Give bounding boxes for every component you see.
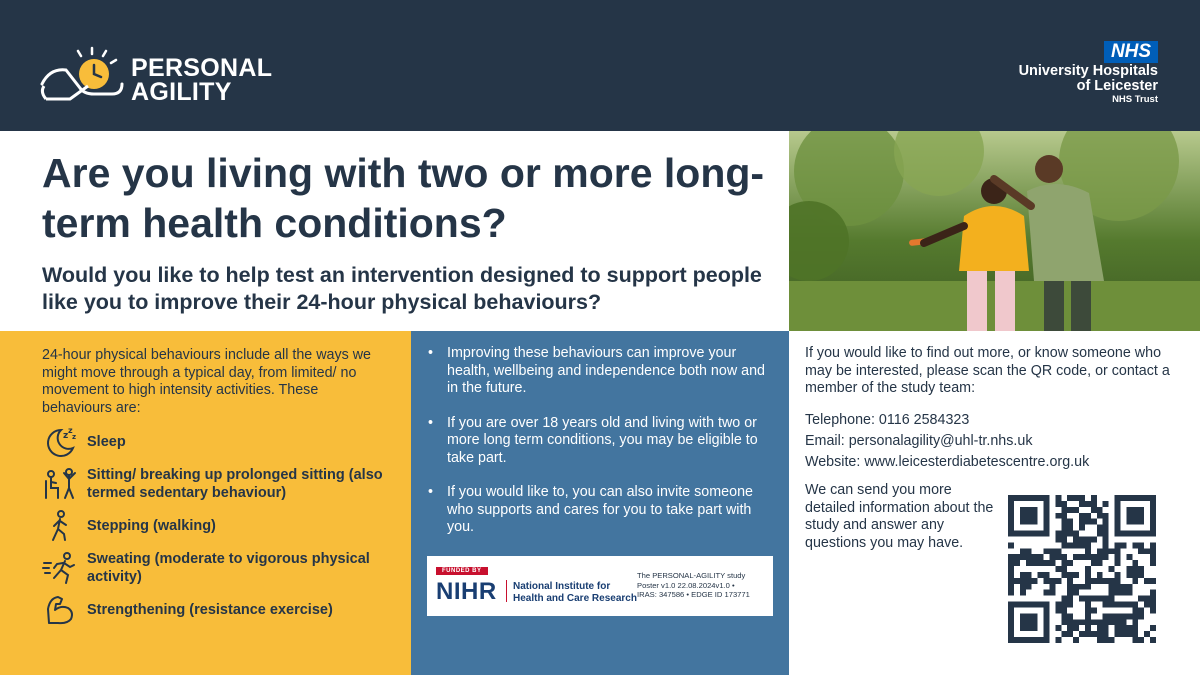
nihr-name: [513, 581, 637, 604]
page-title: Are you living with two or more long-term health conditions?: [42, 150, 765, 246]
sleep-icon: [42, 423, 78, 461]
brand-line-2: AGILITY: [131, 78, 232, 106]
park-frisbee-image-icon: [789, 131, 1200, 331]
svg-text:z: z: [72, 433, 77, 441]
contact-more-info: We can send you more detailed information about the study and answer any questions you may have.: [805, 482, 994, 551]
contact-intro: If you would like to find out more, or know someone who may be interested, please scan the QR code, or contact a member of the study team:: [805, 345, 1170, 396]
contact-telephone[interactable]: Telephone: 0116 2584323: [805, 411, 970, 428]
trust-line-3: NHS Trust: [1112, 94, 1158, 105]
behaviours-intro: 24-hour physical behaviours include all the ways we might move through a typical day, from limited/ no movement to high intensity activities. These behaviours are:: [42, 347, 372, 416]
study-info-line-1: The PERSONAL-AGILITY study: [637, 571, 746, 580]
running-icon: [42, 549, 78, 587]
study-info: [637, 571, 750, 600]
nihr-name-line-1: National Institute for: [513, 581, 611, 592]
svg-text:z: z: [68, 426, 73, 435]
nhs-logo: NHS: [1104, 41, 1158, 63]
behaviour-label: Sleep: [87, 434, 126, 450]
header-bar: [0, 0, 1200, 131]
behaviour-label: Strengthening (resistance exercise): [87, 602, 333, 618]
contact-email[interactable]: Email: personalagility@uhl-tr.nhs.uk: [805, 432, 1033, 449]
behaviours-panel: [0, 331, 411, 675]
hero-photo: [789, 131, 1200, 331]
info-bullet: • If you would like to, you can also invite someone who supports and cares for you to take part with you.: [427, 484, 771, 537]
trust-name: [1019, 64, 1158, 106]
contact-website[interactable]: Website: www.leicesterdiabetescentre.org.uk: [805, 453, 1090, 470]
behaviour-label: Sitting/ breaking up prolonged sitting (also termed sedentary behaviour): [87, 467, 383, 501]
personal-agility-logo-icon: [40, 44, 130, 106]
behaviour-item: [42, 465, 391, 503]
study-info-line-3: IRAS: 347586 • EDGE ID 173771: [637, 590, 750, 600]
nihr-logo: NIHR: [436, 578, 497, 605]
sitting-icon: [42, 465, 78, 503]
info-panel: [411, 331, 789, 675]
behaviour-label: Sweating (moderate to vigorous physical activity): [87, 551, 370, 585]
brand-line-1: PERSONAL: [131, 54, 273, 82]
funded-by-label: FUNDED BY: [436, 567, 488, 575]
info-bullet: • Improving these behaviours can improve your health, wellbeing and independence both now and in the future.: [427, 345, 771, 398]
svg-text:z: z: [63, 431, 69, 441]
behaviour-item: [42, 549, 391, 587]
trust-line-2: of Leicester: [1076, 78, 1158, 94]
muscle-icon: [42, 591, 78, 629]
behaviour-label: Stepping (walking): [87, 518, 216, 534]
contact-panel: [789, 331, 1200, 675]
study-info-line-2: Poster v1.0 22.08.2024v1.0 •: [637, 580, 735, 590]
walking-icon: [42, 507, 78, 545]
behaviour-item: [42, 423, 391, 461]
behaviour-item: [42, 507, 391, 545]
trust-line-1: University Hospitals: [1018, 63, 1158, 79]
page-subtitle: Would you like to help test an intervention designed to support people like you to improve their 24-hour physical behaviours?: [42, 263, 762, 314]
nihr-name-line-2: Health and Care Research: [513, 592, 637, 604]
info-bullet: • If you are over 18 years old and living with two or more long term conditions, you may be eligible to take part.: [427, 415, 771, 468]
info-bullets: [427, 345, 771, 537]
qr-code-icon[interactable]: [1008, 495, 1156, 643]
brand-wordmark: [131, 56, 272, 104]
behaviour-item: [42, 591, 391, 629]
nihr-divider: [506, 580, 507, 602]
funder-box: [427, 556, 773, 616]
